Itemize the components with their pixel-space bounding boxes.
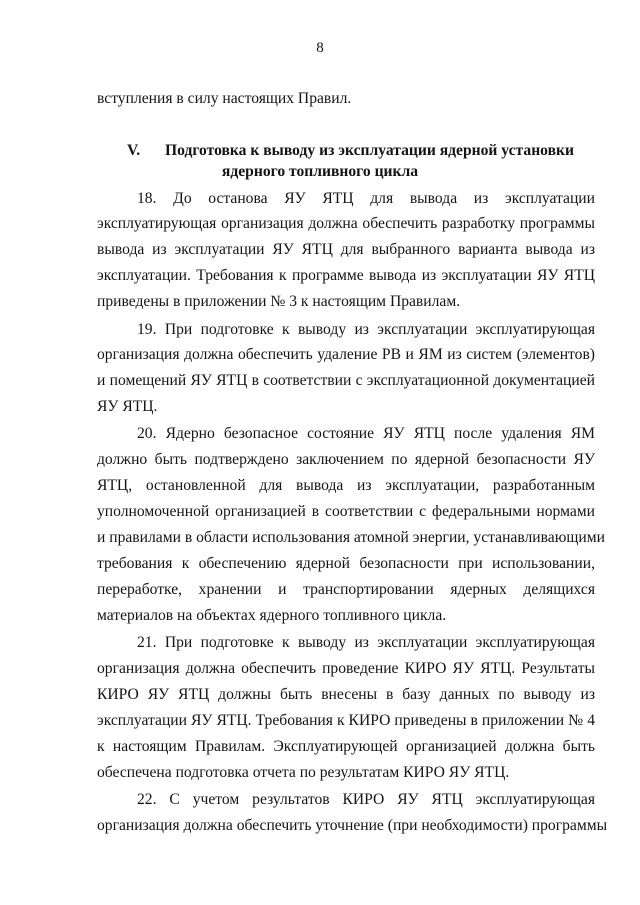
paragraph-line: 20. Ядерно безопасное состояние ЯУ ЯТЦ после удаления ЯМ — [137, 425, 595, 442]
paragraph-line: требования к обеспечению ядерной безопасности при использовании, — [97, 555, 595, 572]
paragraph-line: вывода из эксплуатации ЯУ ЯТЦ для выбранного варианта вывода из — [97, 241, 595, 258]
paragraph-line: ЯУ ЯТЦ. — [97, 398, 158, 415]
paragraph-line: организация должна обеспечить проведение КИРО ЯУ ЯТЦ. Результаты — [97, 660, 595, 677]
page-number: 8 — [316, 40, 324, 56]
paragraph-line: переработке, хранении и транспортировании ядерных делящихся — [97, 581, 595, 598]
paragraph-line: эксплуатирующая организация должна обеспечить разработку программы — [97, 215, 595, 232]
section-title-line-1: Подготовка к выводу из эксплуатации ядерной установки — [165, 142, 574, 159]
paragraph-line: материалов на объектах ядерного топливного цикла. — [97, 607, 447, 624]
paragraph-line: приведены в приложении № 3 к настоящим Правилам. — [97, 293, 461, 310]
paragraph-line: организация должна обеспечить удаление РВ и ЯМ из систем (элементов) — [97, 346, 595, 363]
continuation-text: вступления в силу настоящих Правил. — [97, 90, 352, 107]
paragraph-line: обеспечена подготовка отчета по результатам КИРО ЯУ ЯТЦ. — [97, 764, 510, 781]
paragraph-line: и правилами в области использования атомной энергии, устанавливающими — [97, 529, 605, 546]
paragraph-line: 22. С учетом результатов КИРО ЯУ ЯТЦ эксплуатирующая — [137, 791, 595, 808]
paragraph-line: эксплуатации ЯУ ЯТЦ. Требования к КИРО приведены в приложении № 4 — [97, 712, 595, 729]
paragraph-line: 18. До останова ЯУ ЯТЦ для вывода из эксплуатации — [137, 190, 595, 207]
paragraph-line: ЯТЦ, остановленной для вывода из эксплуатации, разработанным — [97, 477, 595, 494]
section-title-line-2: ядерного топливного цикла — [221, 163, 419, 180]
paragraph-line: к настоящим Правилам. Эксплуатирующей организацией должна быть — [97, 738, 595, 755]
paragraph-line: уполномоченной организацией в соответствии с федеральными нормами — [97, 503, 595, 520]
paragraph-line: и помещений ЯУ ЯТЦ в соответствии с эксплуатационной документацией — [97, 372, 595, 389]
paragraph-line: 19. При подготовке к выводу из эксплуатации эксплуатирующая — [137, 321, 595, 338]
paragraph-line: 21. При подготовке к выводу из эксплуатации эксплуатирующая — [137, 634, 595, 651]
paragraph-line: организация должна обеспечить уточнение (при необходимости) программы — [97, 817, 608, 834]
paragraph-line: КИРО ЯУ ЯТЦ должны быть внесены в базу данных по выводу из — [97, 686, 595, 703]
paragraph-line: должно быть подтверждено заключением по ядерной безопасности ЯУ — [97, 451, 595, 468]
paragraph-line: эксплуатации. Требования к программе вывода из эксплуатации ЯУ ЯТЦ — [97, 267, 595, 284]
section-number: V. — [127, 142, 141, 159]
